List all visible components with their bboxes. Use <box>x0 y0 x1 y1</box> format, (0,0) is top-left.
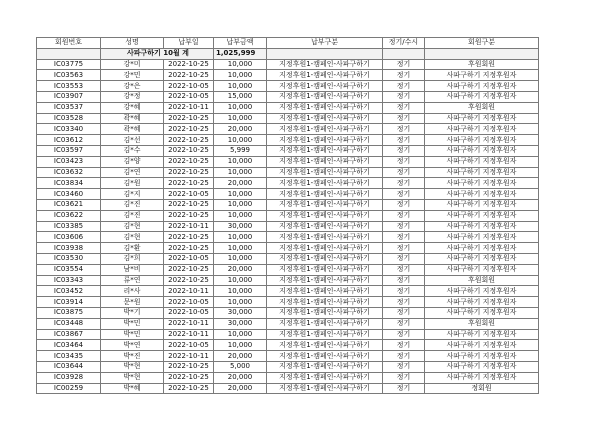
cell-payment-date: 2022-10-11 <box>164 102 214 113</box>
cell-name: 박*민 <box>101 318 164 329</box>
cell-member-id: IC03530 <box>37 253 101 264</box>
cell-name: 강*혜 <box>101 102 164 113</box>
cell-regular-occasional: 정기 <box>383 372 425 383</box>
table-row <box>37 70 539 81</box>
cell-member-type: 사파구하기 지정후원자 <box>425 361 539 372</box>
subtotal-blank <box>37 48 101 59</box>
cell-name: 박*기 <box>101 307 164 318</box>
cell-member-type: 사파구하기 지정후원자 <box>425 286 539 297</box>
cell-payment-amount: 5,999 <box>214 145 267 156</box>
cell-regular-occasional: 정기 <box>383 253 425 264</box>
cell-payment-amount: 10,000 <box>214 210 267 221</box>
header-member-type: 회원구분 <box>425 38 539 49</box>
cell-payment-type: 지정후원1-캠페인-사파구하기 <box>267 91 383 102</box>
cell-member-id: IC03622 <box>37 210 101 221</box>
cell-member-type: 사파구하기 지정후원자 <box>425 178 539 189</box>
table-row <box>37 372 539 383</box>
cell-name: 김*현 <box>101 232 164 243</box>
cell-regular-occasional: 정기 <box>383 351 425 362</box>
cell-payment-amount: 30,000 <box>214 307 267 318</box>
table-row <box>37 178 539 189</box>
subtotal-blank <box>383 48 425 59</box>
cell-payment-date: 2022-10-25 <box>164 232 214 243</box>
table-row <box>37 113 539 124</box>
cell-payment-type: 지정후원1-캠페인-사파구하기 <box>267 189 383 200</box>
cell-regular-occasional: 정기 <box>383 91 425 102</box>
cell-member-type: 사파구하기 지정후원자 <box>425 243 539 254</box>
table-row <box>37 189 539 200</box>
cell-payment-amount: 10,000 <box>214 70 267 81</box>
cell-name: 곽*혜 <box>101 124 164 135</box>
cell-name: 박*혜 <box>101 383 164 394</box>
cell-payment-type: 지정후원1-캠페인-사파구하기 <box>267 113 383 124</box>
header-member-id: 회원번호 <box>37 38 101 49</box>
cell-regular-occasional: 정기 <box>383 81 425 92</box>
cell-regular-occasional: 정기 <box>383 70 425 81</box>
cell-member-id: IC03343 <box>37 275 101 286</box>
cell-regular-occasional: 정기 <box>383 199 425 210</box>
cell-regular-occasional: 정기 <box>383 156 425 167</box>
cell-name: 김*원 <box>101 178 164 189</box>
cell-name: 김*수 <box>101 145 164 156</box>
cell-payment-amount: 20,000 <box>214 264 267 275</box>
cell-member-type: 사파구하기 지정후원자 <box>425 81 539 92</box>
cell-payment-date: 2022-10-11 <box>164 329 214 340</box>
cell-payment-amount: 20,000 <box>214 124 267 135</box>
cell-payment-amount: 10,000 <box>214 199 267 210</box>
cell-member-id: IC03553 <box>37 81 101 92</box>
cell-regular-occasional: 정기 <box>383 243 425 254</box>
cell-payment-type: 지정후원1-캠페인-사파구하기 <box>267 318 383 329</box>
cell-payment-amount: 10,000 <box>214 102 267 113</box>
cell-regular-occasional: 정기 <box>383 383 425 394</box>
cell-payment-type: 지정후원1-캠페인-사파구하기 <box>267 102 383 113</box>
cell-payment-date: 2022-10-25 <box>164 145 214 156</box>
cell-regular-occasional: 정기 <box>383 167 425 178</box>
cell-member-id: IC03775 <box>37 59 101 70</box>
cell-payment-amount: 10,000 <box>214 135 267 146</box>
table-row <box>37 329 539 340</box>
cell-member-id: IC03644 <box>37 361 101 372</box>
cell-payment-type: 지정후원1-캠페인-사파구하기 <box>267 307 383 318</box>
cell-regular-occasional: 정기 <box>383 340 425 351</box>
cell-payment-date: 2022-10-25 <box>164 361 214 372</box>
cell-payment-date: 2022-10-25 <box>164 199 214 210</box>
cell-payment-amount: 15,000 <box>214 91 267 102</box>
cell-member-type: 사파구하기 지정후원자 <box>425 167 539 178</box>
cell-payment-type: 지정후원1-캠페인-사파구하기 <box>267 135 383 146</box>
subtotal-row <box>37 48 539 59</box>
cell-payment-date: 2022-10-25 <box>164 178 214 189</box>
cell-member-id: IC03597 <box>37 145 101 156</box>
cell-payment-date: 2022-10-05 <box>164 307 214 318</box>
cell-member-id: IC03385 <box>37 221 101 232</box>
cell-regular-occasional: 정기 <box>383 135 425 146</box>
cell-payment-amount: 30,000 <box>214 318 267 329</box>
table-row <box>37 156 539 167</box>
cell-payment-type: 지정후원1-캠페인-사파구하기 <box>267 199 383 210</box>
cell-name: 박*현 <box>101 372 164 383</box>
cell-payment-date: 2022-10-11 <box>164 351 214 362</box>
header-row <box>37 38 539 49</box>
cell-member-id: IC03554 <box>37 264 101 275</box>
cell-payment-amount: 5,000 <box>214 361 267 372</box>
table-row <box>37 167 539 178</box>
cell-payment-type: 지정후원1-캠페인-사파구하기 <box>267 383 383 394</box>
cell-name: 남*비 <box>101 264 164 275</box>
cell-payment-amount: 10,000 <box>214 286 267 297</box>
cell-member-id: IC03632 <box>37 167 101 178</box>
cell-payment-date: 2022-10-25 <box>164 59 214 70</box>
table-row <box>37 81 539 92</box>
cell-name: 김*선 <box>101 135 164 146</box>
cell-name: 강*은 <box>101 81 164 92</box>
cell-member-id: IC03340 <box>37 124 101 135</box>
cell-payment-amount: 20,000 <box>214 351 267 362</box>
header-payment-amount: 납부금액 <box>214 38 267 49</box>
cell-regular-occasional: 정기 <box>383 329 425 340</box>
donation-table <box>36 37 539 394</box>
cell-payment-amount: 10,000 <box>214 189 267 200</box>
cell-name: 김*연 <box>101 167 164 178</box>
cell-payment-type: 지정후원1-캠페인-사파구하기 <box>267 210 383 221</box>
cell-member-id: IC03621 <box>37 199 101 210</box>
cell-payment-amount: 20,000 <box>214 178 267 189</box>
cell-member-id: IC03834 <box>37 178 101 189</box>
cell-member-type: 사파구하기 지정후원자 <box>425 91 539 102</box>
cell-payment-amount: 10,000 <box>214 232 267 243</box>
cell-regular-occasional: 정기 <box>383 145 425 156</box>
table-row <box>37 361 539 372</box>
cell-payment-amount: 10,000 <box>214 329 267 340</box>
cell-name: 김*희 <box>101 253 164 264</box>
table-row <box>37 307 539 318</box>
cell-payment-date: 2022-10-25 <box>164 210 214 221</box>
cell-member-id: IC03606 <box>37 232 101 243</box>
cell-member-type: 사파구하기 지정후원자 <box>425 156 539 167</box>
cell-member-id: IC03928 <box>37 372 101 383</box>
cell-member-id: IC03867 <box>37 329 101 340</box>
cell-member-type: 사파구하기 지정후원자 <box>425 372 539 383</box>
cell-name: 김*진 <box>101 210 164 221</box>
cell-regular-occasional: 정기 <box>383 124 425 135</box>
cell-regular-occasional: 정기 <box>383 297 425 308</box>
subtotal-amount: 1,025,999 <box>214 48 267 59</box>
cell-payment-amount: 10,000 <box>214 59 267 70</box>
cell-name: 김*지 <box>101 189 164 200</box>
table-row <box>37 275 539 286</box>
cell-payment-amount: 10,000 <box>214 253 267 264</box>
cell-regular-occasional: 정기 <box>383 178 425 189</box>
cell-regular-occasional: 정기 <box>383 361 425 372</box>
cell-member-id: IC03464 <box>37 340 101 351</box>
cell-name: 박*연 <box>101 340 164 351</box>
cell-member-type: 사파구하기 지정후원자 <box>425 199 539 210</box>
cell-payment-type: 지정후원1-캠페인-사파구하기 <box>267 275 383 286</box>
cell-payment-type: 지정후원1-캠페인-사파구하기 <box>267 361 383 372</box>
cell-payment-type: 지정후원1-캠페인-사파구하기 <box>267 156 383 167</box>
cell-member-id: IC03435 <box>37 351 101 362</box>
cell-member-id: IC03452 <box>37 286 101 297</box>
cell-payment-type: 지정후원1-캠페인-사파구하기 <box>267 178 383 189</box>
cell-payment-type: 지정후원1-캠페인-사파구하기 <box>267 351 383 362</box>
cell-payment-date: 2022-10-25 <box>164 383 214 394</box>
cell-payment-date: 2022-10-25 <box>164 135 214 146</box>
cell-payment-type: 지정후원1-캠페인-사파구하기 <box>267 297 383 308</box>
cell-payment-type: 지정후원1-캠페인-사파구하기 <box>267 286 383 297</box>
cell-payment-type: 지정후원1-캠페인-사파구하기 <box>267 329 383 340</box>
cell-regular-occasional: 정기 <box>383 113 425 124</box>
table-row <box>37 91 539 102</box>
cell-member-type: 사파구하기 지정후원자 <box>425 329 539 340</box>
table-row <box>37 221 539 232</box>
cell-member-type: 사파구하기 지정후원자 <box>425 113 539 124</box>
cell-payment-amount: 10,000 <box>214 340 267 351</box>
table-row <box>37 253 539 264</box>
cell-member-id: IC03460 <box>37 189 101 200</box>
table-row <box>37 59 539 70</box>
cell-member-id: IC03563 <box>37 70 101 81</box>
table-row <box>37 145 539 156</box>
cell-name: 리*사 <box>101 286 164 297</box>
cell-member-id: IC03612 <box>37 135 101 146</box>
cell-name: 류*연 <box>101 275 164 286</box>
cell-regular-occasional: 정기 <box>383 102 425 113</box>
cell-member-type: 사파구하기 지정후원자 <box>425 70 539 81</box>
cell-payment-amount: 10,000 <box>214 297 267 308</box>
table-row <box>37 318 539 329</box>
cell-payment-type: 지정후원1-캠페인-사파구하기 <box>267 232 383 243</box>
table-row <box>37 264 539 275</box>
cell-name: 김*진 <box>101 199 164 210</box>
cell-payment-type: 지정후원1-캠페인-사파구하기 <box>267 221 383 232</box>
cell-payment-date: 2022-10-25 <box>164 264 214 275</box>
cell-payment-type: 지정후원1-캠페인-사파구하기 <box>267 243 383 254</box>
cell-member-type: 사파구하기 지정후원자 <box>425 232 539 243</box>
cell-payment-date: 2022-10-25 <box>164 243 214 254</box>
cell-name: 강*민 <box>101 70 164 81</box>
cell-regular-occasional: 정기 <box>383 275 425 286</box>
cell-name: 김*양 <box>101 156 164 167</box>
cell-member-id: IC03938 <box>37 243 101 254</box>
cell-regular-occasional: 정기 <box>383 318 425 329</box>
cell-regular-occasional: 정기 <box>383 189 425 200</box>
cell-payment-type: 지정후원1-캠페인-사파구하기 <box>267 372 383 383</box>
cell-regular-occasional: 정기 <box>383 221 425 232</box>
table-row <box>37 340 539 351</box>
cell-payment-type: 지정후원1-캠페인-사파구하기 <box>267 340 383 351</box>
cell-payment-date: 2022-10-25 <box>164 113 214 124</box>
cell-payment-type: 지정후원1-캠페인-사파구하기 <box>267 59 383 70</box>
cell-member-type: 사파구하기 지정후원자 <box>425 297 539 308</box>
cell-member-type: 사파구하기 지정후원자 <box>425 253 539 264</box>
cell-regular-occasional: 정기 <box>383 59 425 70</box>
cell-payment-date: 2022-10-05 <box>164 81 214 92</box>
cell-member-type: 사파구하기 지정후원자 <box>425 145 539 156</box>
cell-payment-amount: 10,000 <box>214 167 267 178</box>
cell-payment-amount: 30,000 <box>214 221 267 232</box>
header-name: 성명 <box>101 38 164 49</box>
cell-member-id: IC03528 <box>37 113 101 124</box>
cell-payment-date: 2022-10-25 <box>164 372 214 383</box>
cell-payment-amount: 10,000 <box>214 275 267 286</box>
table-row <box>37 199 539 210</box>
table-row <box>37 135 539 146</box>
cell-member-type: 사파구하기 지정후원자 <box>425 124 539 135</box>
cell-regular-occasional: 정기 <box>383 264 425 275</box>
table-row <box>37 232 539 243</box>
cell-member-type: 사파구하기 지정후원자 <box>425 264 539 275</box>
cell-payment-date: 2022-10-25 <box>164 275 214 286</box>
cell-payment-type: 지정후원1-캠페인-사파구하기 <box>267 124 383 135</box>
cell-name: 박*민 <box>101 329 164 340</box>
cell-member-type: 사파구하기 지정후원자 <box>425 351 539 362</box>
subtotal-blank <box>267 48 383 59</box>
cell-name: 강*미 <box>101 59 164 70</box>
cell-payment-type: 지정후원1-캠페인-사파구하기 <box>267 70 383 81</box>
cell-payment-amount: 10,000 <box>214 81 267 92</box>
cell-member-type: 후원회원 <box>425 318 539 329</box>
cell-payment-type: 지정후원1-캠페인-사파구하기 <box>267 145 383 156</box>
table-row <box>37 286 539 297</box>
subtotal-label: 사파구하기 10월 계 <box>101 48 214 59</box>
cell-name: 김*환 <box>101 243 164 254</box>
cell-payment-amount: 20,000 <box>214 383 267 394</box>
cell-payment-type: 지정후원1-캠페인-사파구하기 <box>267 264 383 275</box>
cell-member-type: 후원회원 <box>425 59 539 70</box>
table-row <box>37 243 539 254</box>
cell-member-id: IC03907 <box>37 91 101 102</box>
cell-member-type: 후원회원 <box>425 102 539 113</box>
cell-member-type: 사파구하기 지정후원자 <box>425 135 539 146</box>
cell-member-type: 사파구하기 지정후원자 <box>425 210 539 221</box>
cell-payment-amount: 10,000 <box>214 243 267 254</box>
cell-regular-occasional: 정기 <box>383 286 425 297</box>
cell-regular-occasional: 정기 <box>383 307 425 318</box>
cell-payment-date: 2022-10-05 <box>164 297 214 308</box>
table-row <box>37 210 539 221</box>
header-regular-occasional: 정기/수시 <box>383 38 425 49</box>
table-row <box>37 124 539 135</box>
cell-payment-date: 2022-10-05 <box>164 91 214 102</box>
cell-regular-occasional: 정기 <box>383 232 425 243</box>
cell-payment-date: 2022-10-25 <box>164 70 214 81</box>
cell-member-id: IC03875 <box>37 307 101 318</box>
cell-member-id: IC03423 <box>37 156 101 167</box>
cell-payment-date: 2022-10-25 <box>164 124 214 135</box>
cell-member-type: 사파구하기 지정후원자 <box>425 221 539 232</box>
cell-payment-amount: 20,000 <box>214 372 267 383</box>
table-row <box>37 351 539 362</box>
table-row <box>37 102 539 113</box>
cell-payment-date: 2022-10-05 <box>164 340 214 351</box>
cell-payment-date: 2022-10-25 <box>164 156 214 167</box>
cell-payment-date: 2022-10-25 <box>164 167 214 178</box>
cell-member-id: IC03537 <box>37 102 101 113</box>
table-row <box>37 297 539 308</box>
table-row <box>37 383 539 394</box>
cell-member-type: 사파구하기 지정후원자 <box>425 189 539 200</box>
cell-payment-type: 지정후원1-캠페인-사파구하기 <box>267 253 383 264</box>
cell-name: 박*진 <box>101 351 164 362</box>
cell-member-type: 사파구하기 지정후원자 <box>425 340 539 351</box>
cell-payment-type: 지정후원1-캠페인-사파구하기 <box>267 167 383 178</box>
header-payment-date: 납부일 <box>164 38 214 49</box>
cell-name: 김*현 <box>101 221 164 232</box>
cell-member-id: IC03914 <box>37 297 101 308</box>
header-payment-type: 납부구분 <box>267 38 383 49</box>
cell-member-id: IC03448 <box>37 318 101 329</box>
cell-member-type: 후원회원 <box>425 275 539 286</box>
cell-payment-amount: 10,000 <box>214 156 267 167</box>
cell-name: 강*정 <box>101 91 164 102</box>
cell-payment-type: 지정후원1-캠페인-사파구하기 <box>267 81 383 92</box>
subtotal-blank <box>425 48 539 59</box>
cell-name: 박*현 <box>101 361 164 372</box>
cell-payment-amount: 10,000 <box>214 113 267 124</box>
cell-name: 문*원 <box>101 297 164 308</box>
cell-name: 곽*혜 <box>101 113 164 124</box>
cell-payment-date: 2022-10-05 <box>164 189 214 200</box>
cell-member-type: 정회원 <box>425 383 539 394</box>
cell-payment-date: 2022-10-11 <box>164 221 214 232</box>
cell-regular-occasional: 정기 <box>383 210 425 221</box>
cell-payment-date: 2022-10-11 <box>164 286 214 297</box>
cell-member-id: IC00259 <box>37 383 101 394</box>
cell-payment-date: 2022-10-05 <box>164 253 214 264</box>
cell-payment-date: 2022-10-11 <box>164 318 214 329</box>
cell-member-type: 사파구하기 지정후원자 <box>425 307 539 318</box>
